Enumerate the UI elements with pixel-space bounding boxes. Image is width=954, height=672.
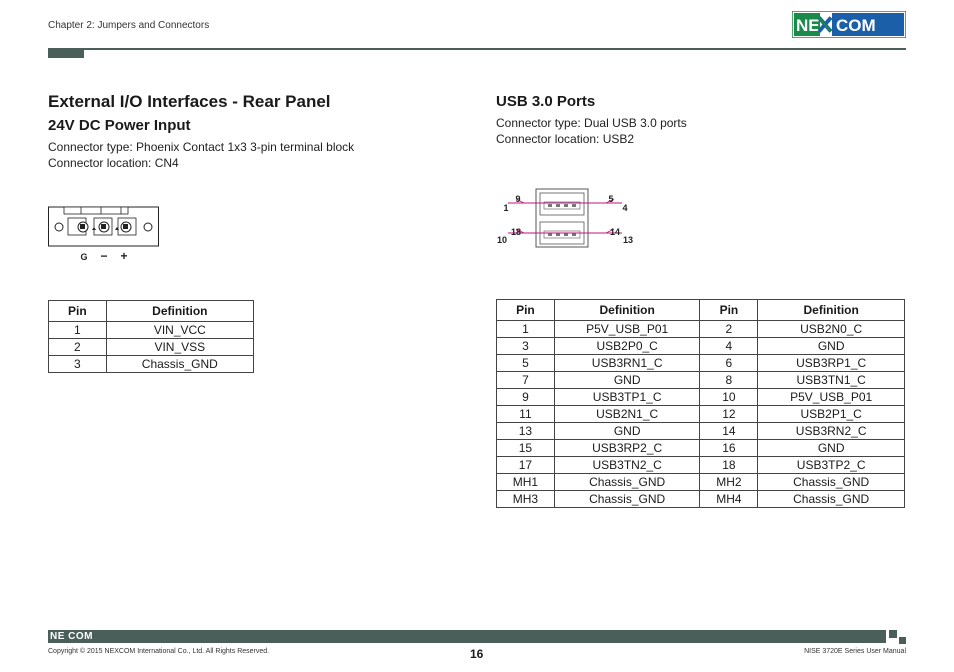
nexcom-logo xyxy=(792,11,906,38)
table-cell: 12 xyxy=(700,406,758,423)
table-cell: USB2P0_C xyxy=(554,338,700,355)
table-cell: 13 xyxy=(497,423,555,440)
table-row xyxy=(49,322,254,339)
footer-square xyxy=(899,637,906,644)
terminal-label-plus: + xyxy=(120,249,128,263)
table-cell: 11 xyxy=(497,406,555,423)
table-cell: USB3RP1_C xyxy=(758,355,905,372)
power-connector-location: Connector location: CN4 xyxy=(48,156,179,170)
power-connector-type: Connector type: Phoenix Contact 1x3 3-pin terminal block xyxy=(48,140,355,154)
table-row xyxy=(497,423,905,440)
manual-title: NISE 3720E Series User Manual xyxy=(804,648,906,655)
usb-pin-label: 13 xyxy=(622,235,634,245)
table-cell: 3 xyxy=(497,338,555,355)
table-cell: 9 xyxy=(497,389,555,406)
footer-logo: NE COM xyxy=(50,631,93,642)
table-cell: 4 xyxy=(700,338,758,355)
copyright-text: Copyright © 2015 NEXCOM International Co., Ltd. All Rights Reserved. xyxy=(48,648,270,655)
table-cell: USB3TN1_C xyxy=(758,372,905,389)
table-cell: 5 xyxy=(497,355,555,372)
table-row xyxy=(497,321,905,338)
column-header: Pin xyxy=(49,301,107,322)
table-cell: Chassis_GND xyxy=(554,491,700,508)
usb-connector-location: Connector location: USB2 xyxy=(496,132,635,146)
header-rule xyxy=(48,48,906,50)
column-header: Definition xyxy=(554,300,700,321)
table-cell: 1 xyxy=(497,321,555,338)
table-cell: USB2P1_C xyxy=(758,406,905,423)
table-cell: MH2 xyxy=(700,474,758,491)
table-cell: USB3TP2_C xyxy=(758,457,905,474)
table-cell: Chassis_GND xyxy=(758,491,905,508)
usb-pin-label: 18 xyxy=(510,227,522,237)
table-row xyxy=(49,356,254,373)
svg-text:COM: COM xyxy=(836,16,876,35)
table-cell: 2 xyxy=(49,339,107,356)
usb-pin-table xyxy=(496,299,905,508)
table-cell: USB2N1_C xyxy=(554,406,700,423)
table-cell: GND xyxy=(758,440,905,457)
table-cell: USB3TN2_C xyxy=(554,457,700,474)
column-header: Pin xyxy=(497,300,555,321)
column-header: Definition xyxy=(106,301,253,322)
table-cell: 16 xyxy=(700,440,758,457)
table-row xyxy=(497,372,905,389)
table-cell: USB3RN1_C xyxy=(554,355,700,372)
table-cell: 7 xyxy=(497,372,555,389)
usb-connector-type: Connector type: Dual USB 3.0 ports xyxy=(496,116,687,130)
usb-pin-label: 1 xyxy=(503,203,509,213)
header-rule-block xyxy=(48,49,84,58)
svg-text:NE: NE xyxy=(796,16,820,35)
table-cell: 6 xyxy=(700,355,758,372)
usb-pin-label: 14 xyxy=(609,227,621,237)
table-cell: USB3RN2_C xyxy=(758,423,905,440)
table-cell: 17 xyxy=(497,457,555,474)
table-cell: Chassis_GND xyxy=(554,474,700,491)
table-cell: USB2N0_C xyxy=(758,321,905,338)
table-cell: MH1 xyxy=(497,474,555,491)
table-row xyxy=(497,338,905,355)
table-cell: P5V_USB_P01 xyxy=(758,389,905,406)
usb-title: USB 3.0 Ports xyxy=(496,93,596,110)
table-row xyxy=(49,339,254,356)
table-cell: 10 xyxy=(700,389,758,406)
table-cell: P5V_USB_P01 xyxy=(554,321,700,338)
usb-pin-label: 9 xyxy=(515,194,521,204)
table-cell: 3 xyxy=(49,356,107,373)
table-cell: Chassis_GND xyxy=(758,474,905,491)
table-cell: 2 xyxy=(700,321,758,338)
page-number: 16 xyxy=(470,647,484,661)
table-cell: MH4 xyxy=(700,491,758,508)
usb-pin-label: 10 xyxy=(496,235,508,245)
footer-bar xyxy=(48,630,886,643)
terminal-label-minus: − xyxy=(100,249,108,263)
table-cell: 8 xyxy=(700,372,758,389)
column-header: Pin xyxy=(700,300,758,321)
table-row xyxy=(497,440,905,457)
table-cell: 1 xyxy=(49,322,107,339)
table-row xyxy=(497,491,905,508)
table-cell: 18 xyxy=(700,457,758,474)
table-row xyxy=(497,406,905,423)
table-cell: MH3 xyxy=(497,491,555,508)
usb-port-diagram xyxy=(494,188,640,250)
column-header: Definition xyxy=(758,300,905,321)
usb-pin-label: 4 xyxy=(622,203,628,213)
table-row xyxy=(497,389,905,406)
table-row xyxy=(497,457,905,474)
table-cell: VIN_VCC xyxy=(106,322,253,339)
table-cell: VIN_VSS xyxy=(106,339,253,356)
usb-pin-label: 5 xyxy=(608,194,614,204)
footer-square xyxy=(889,630,897,638)
table-row xyxy=(497,474,905,491)
table-cell: GND xyxy=(554,423,700,440)
terminal-block-diagram xyxy=(48,206,160,264)
table-cell: GND xyxy=(554,372,700,389)
table-cell: USB3TP1_C xyxy=(554,389,700,406)
power-input-title: 24V DC Power Input xyxy=(48,117,191,134)
table-cell: USB3RP2_C xyxy=(554,440,700,457)
section-title: External I/O Interfaces - Rear Panel xyxy=(48,92,331,111)
table-cell: 15 xyxy=(497,440,555,457)
terminal-label-g: G xyxy=(80,252,88,262)
table-cell: Chassis_GND xyxy=(106,356,253,373)
table-cell: 14 xyxy=(700,423,758,440)
table-cell: GND xyxy=(758,338,905,355)
table-row xyxy=(497,355,905,372)
power-pin-table xyxy=(48,300,254,373)
chapter-label: Chapter 2: Jumpers and Connectors xyxy=(48,20,210,31)
